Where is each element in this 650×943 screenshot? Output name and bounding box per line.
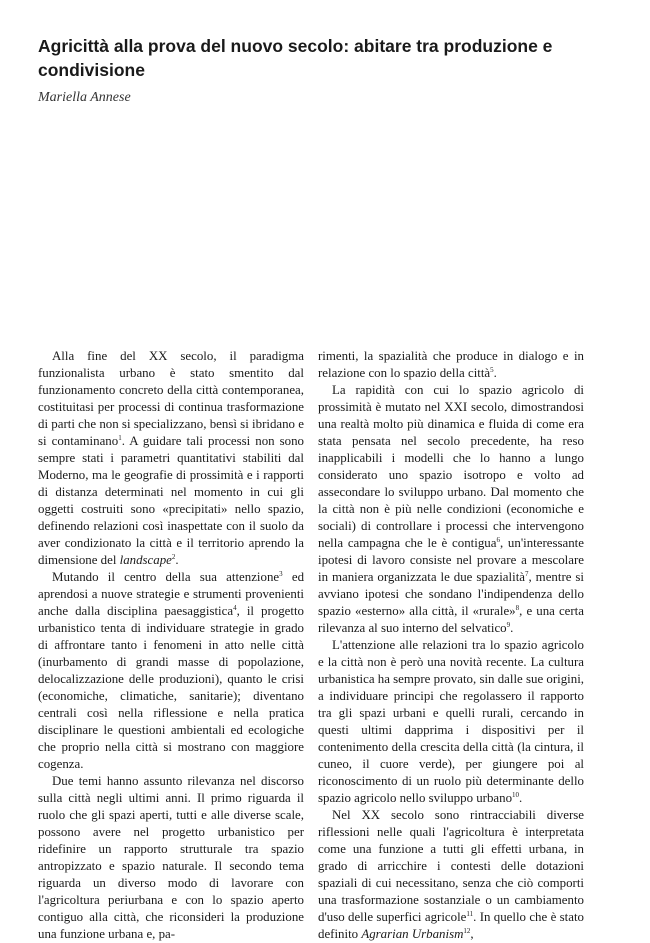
- footnote-ref: 5: [490, 366, 494, 374]
- paragraph: Nel XX secolo sono rintracciabili diverse riflessioni nelle quali l'agricoltura è interpretata come una funzione a tutti gli effetti urbana, in grado di arricchire i contesti delle dotazioni spaziali di cui necessitano, senza che ciò comporti una trasformazione sostanziale o un cambiamento d'uso delle superfici agricole$^{11}$. In quello che è stato definito Agrarian Urbanism$^{12}$,: [318, 808, 584, 941]
- article-author: Mariella Annese: [38, 90, 131, 105]
- footnote-ref: 6: [496, 536, 500, 544]
- paragraph: La rapidità con cui lo spazio agricolo di prossimità è mutato nel XXI secolo, dimostrandosi una realtà molto più dinamica e fluida di come era stata pensata nel secolo precedente, ha reso inapplicabili i modelli che lo hanno a lungo considerato uno spazio isotropo e volto ad assecondare lo sviluppo urbano. Dal momento che la città non è più nelle condizioni (economiche e sociali) di controllare i processi che intervengono nella campagna che le è contigua$^6$, un'interessante ipotesi di lavoro consiste nel provare a mescolare in maniera organizzata le due spazialità$^7$, mentre si avviano ipotesi che sondano l'indipendenza dello spazio «esterno» alla città, il «rurale»$^8$, e una certa rilevanza al suo interno del selvatico$^9$.: [318, 383, 584, 635]
- paragraph: L'attenzione alle relazioni tra lo spazio agricolo e la città non è però una novità recente. La cultura urbanistica ha sempre provato, sin dalle sue origini, a individuare principi che regolassero il rapporto tra gli spazi urbani e quelli rurali, cercando in questi ultimi dapprima i dispositivi per il contenimento della crescita della città (la cintura, il cuneo, il cuore verde), per giungere poi al riconoscimento di un ruolo più determinante dello spazio agricolo nello sviluppo urbano$^{10}$.: [318, 638, 584, 805]
- paragraph: Mutando il centro della sua attenzione$^3$ ed aprendosi a nuove strategie e strumenti provenienti anche dalla disciplina paesaggistica$^4$, il progetto urbanistico tenta di individuare strategie in grado di affrontare tanto i fenomeni in atto nelle città (inurbamento di grandi masse di popolazione, delocalizzazione delle produzioni), quanto le crisi (economiche, climatiche, sanitarie); diventano centrali così nella riflessione e nella pratica disciplinare le questioni ambientali ed ecologiche che proprio nella città si mostrano con maggiore cogenza.: [38, 570, 305, 771]
- footnote-ref: 1: [118, 434, 122, 442]
- footnote-ref: 2: [171, 553, 176, 561]
- footnote-ref: 10: [512, 791, 520, 799]
- footnote-ref: 12: [463, 927, 471, 935]
- footnote-ref: 7: [525, 570, 529, 578]
- paragraph: Due temi hanno assunto rilevanza nel discorso sulla città negli ultimi anni. Il primo riguarda il ruolo che gli spazi aperti, tutti e alle diverse scale, possono avere nel progetto urbanistico per ridefinire un rapporto strutturale tra spazio antropizzato e spazio naturale. Il secondo tema riguarda un diverso modo di lavorare con l'agricoltura periurbana e con lo spazio aperto contiguo alla città, che riconsideri la produzione una funzione urbana e, pa-: [38, 774, 304, 941]
- article-title: Agricittà alla prova del nuovo secolo: abitare tra produzione e condivisione: [38, 36, 553, 80]
- footnote-ref: 9: [506, 621, 511, 629]
- body-column-right: [318, 348, 584, 943]
- footnote-ref: 8: [515, 604, 520, 612]
- body-column-left: [38, 348, 304, 943]
- footnote-ref: 11: [466, 910, 474, 918]
- footnote-ref: 4: [233, 604, 237, 612]
- paragraph: rimenti, la spazialità che produce in dialogo e in relazione con lo spazio della città$^5$.: [318, 349, 584, 380]
- paragraph: Alla fine del XX secolo, il paradigma funzionalista urbano è stato smentito dal funzionamento concreto della città contemporanea, costituitasi per processi di continua trasformazione di parti che non si specializzano, bensì si ibridano e si contaminano$^1$. A guidare tali processi non sono sempre stati i parametri quantitativi stabiliti dal Moderno, ma le geografie di prossimità e i rapporti di distanza determinati nel momento in cui gli oggetti costruiti sono «precipitati» nello spazio, definendo relazioni così inaspettate con il suolo da aver condizionato la città e il territorio aprendo la dimensione del landscape$^2$.: [38, 349, 304, 567]
- footnote-ref: 3: [279, 570, 283, 578]
